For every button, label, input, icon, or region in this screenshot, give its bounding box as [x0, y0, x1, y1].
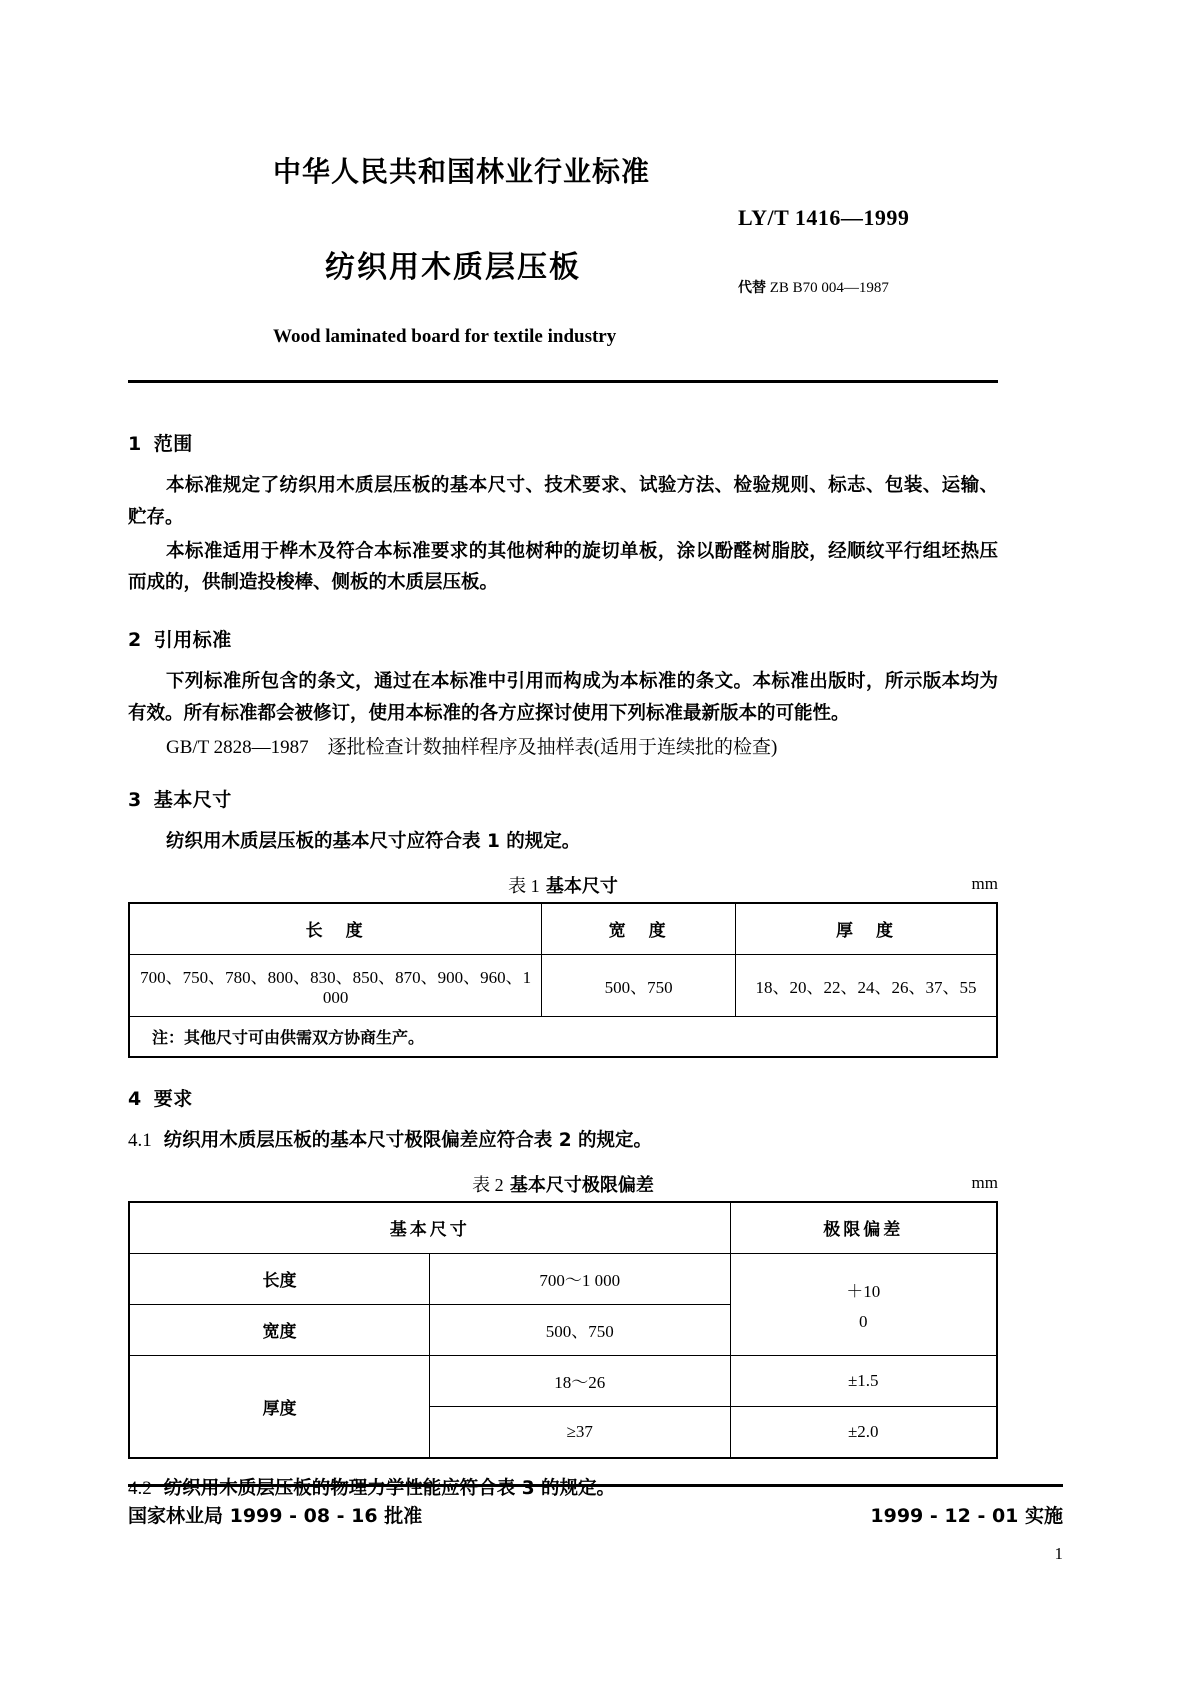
- subclause-4-2-text: 纺织用木质层压板的物理力学性能应符合表 3 的规定。: [163, 1477, 616, 1499]
- table-1-header-thickness: 厚 度: [736, 903, 997, 955]
- table-1-basic-dimensions: [128, 902, 998, 1058]
- subclause-4-1-text: 纺织用木质层压板的基本尺寸极限偏差应符合表 2 的规定。: [163, 1129, 653, 1151]
- clause-number-2: 2: [128, 629, 142, 652]
- clause-1-paragraph-1: 本标准规定了纺织用木质层压板的基本尺寸、技术要求、试验方法、检验规则、标志、包装、运输、贮存。: [128, 475, 998, 528]
- table-1-unit: mm: [971, 873, 998, 893]
- clause-2-paragraph-1: 下列标准所包含的条文，通过在本标准中引用而构成为本标准的条文。本标准出版时，所示版本均为有效。所有标准都会被修订，使用本标准的各方应探讨使用下列标准最新版本的可能性。: [128, 671, 998, 725]
- subclause-4-2-number: 4.2: [128, 1477, 152, 1499]
- table-2-cell-length-name: 长度: [129, 1253, 430, 1304]
- clause-heading-1: [128, 429, 998, 456]
- table-2-cell-thickness-tolerance-2: ±2.0: [730, 1406, 997, 1458]
- page-content: [128, 0, 998, 1511]
- table-2-cell-thickness-value-2: ≥37: [430, 1406, 731, 1458]
- normative-reference-item: GB/T 2828—1987 逐批检查计数抽样程序及抽样表(适用于连续批的检查): [166, 736, 778, 758]
- table-1-cell-thickness: 18、20、22、24、26、37、55: [736, 954, 997, 1016]
- table-1-title: 基本尺寸: [545, 875, 618, 897]
- clause-number-3: 3: [128, 788, 142, 811]
- replaces-label: 代替: [738, 280, 766, 296]
- tolerance-zero: 0: [859, 1311, 868, 1331]
- table-1-number: 表 1: [508, 875, 540, 896]
- clause-number-4: 4: [128, 1087, 142, 1110]
- replaces-value: ZB B70 004—1987: [769, 280, 889, 296]
- table-1-data-row: [129, 954, 997, 1016]
- implementation-statement: 1999 - 12 - 01 实施: [870, 1505, 1063, 1527]
- tolerance-plus-10: ＋10: [846, 1281, 881, 1301]
- table-2-row-length: [129, 1253, 997, 1304]
- table-1-caption-row: [128, 872, 998, 898]
- table-2-cell-thickness-tolerance-1: ±1.5: [730, 1355, 997, 1406]
- document-masthead: [128, 150, 998, 380]
- clause-number-1: 1: [128, 433, 142, 455]
- clause-heading-4: [128, 1084, 998, 1111]
- table-2-cell-length-width-tolerance: [730, 1253, 997, 1355]
- clause-title-1: 范围: [153, 433, 193, 455]
- document-title-english: Wood laminated board for textile industry: [273, 326, 617, 347]
- table-1-cell-width: 500、750: [542, 954, 736, 1016]
- table-2-cell-length-value: 700～1 000: [430, 1253, 731, 1304]
- table-1-header-length: 长 度: [129, 903, 542, 955]
- header-divider-rule: [128, 380, 998, 383]
- table-2-title: 基本尺寸极限偏差: [509, 1174, 654, 1196]
- issuing-organization: 中华人民共和国林业行业标准: [273, 155, 651, 188]
- table-2-number: 表 2: [472, 1174, 504, 1195]
- masthead-left: [273, 150, 743, 348]
- document-title-chinese: 纺织用木质层压板: [325, 250, 581, 285]
- table-2-unit: mm: [971, 1172, 998, 1192]
- clause-title-2: 引用标准: [153, 629, 232, 652]
- table-1-cell-length: 700、750、780、800、830、850、870、900、960、1 000: [129, 954, 542, 1016]
- table-2-caption-row: [128, 1171, 998, 1197]
- page-footer: [128, 1484, 1063, 1564]
- clause-title-4: 要求: [153, 1087, 193, 1110]
- table-2-cell-width-value: 500、750: [430, 1304, 731, 1355]
- table-1-header-row: [129, 903, 997, 955]
- footer-dates-line: [128, 1501, 1063, 1528]
- page-number: 1: [1054, 1544, 1063, 1563]
- replaces-line: [738, 277, 998, 297]
- clause-1-paragraph-2: 本标准适用于桦木及符合本标准要求的其他树种的旋切单板，涂以酚醛树脂胶，经顺纹平行组坯热压而成的，供制造投梭棒、侧板的木质层压板。: [128, 540, 998, 594]
- clause-heading-2: [128, 625, 998, 652]
- table-2-cell-width-name: 宽度: [129, 1304, 430, 1355]
- table-2-cell-thickness-name: 厚度: [129, 1355, 430, 1458]
- table-2-row-thickness-1: [129, 1355, 997, 1406]
- table-1-note-row: [129, 1016, 997, 1057]
- table-2-cell-thickness-value-1: 18～26: [430, 1355, 731, 1406]
- masthead-right: [738, 205, 998, 297]
- table-1-caption: [128, 872, 998, 898]
- table-1-header-width: 宽 度: [542, 903, 736, 955]
- subclause-4-1: [128, 1125, 998, 1157]
- table-2-header-tolerance: 极限偏差: [730, 1202, 997, 1254]
- clause-3-paragraph-1: 纺织用木质层压板的基本尺寸应符合表 1 的规定。: [166, 830, 581, 852]
- table-2-caption: [128, 1171, 998, 1197]
- approval-statement: 国家林业局 1999 - 08 - 16 批准: [128, 1505, 423, 1527]
- clause-heading-3: [128, 785, 998, 812]
- table-2-header-row: [129, 1202, 997, 1254]
- footer-divider-rule: [128, 1484, 1063, 1487]
- document-body: [128, 429, 998, 1505]
- standard-number: LY/T 1416—1999: [738, 205, 910, 230]
- table-2-dimension-tolerances: [128, 1201, 998, 1459]
- table-1-note: 注：其他尺寸可由供需双方协商生产。: [129, 1016, 997, 1057]
- clause-title-3: 基本尺寸: [153, 788, 232, 811]
- subclause-4-1-number: 4.1: [128, 1129, 152, 1151]
- table-2-header-basic-dimension: 基本尺寸: [129, 1202, 730, 1254]
